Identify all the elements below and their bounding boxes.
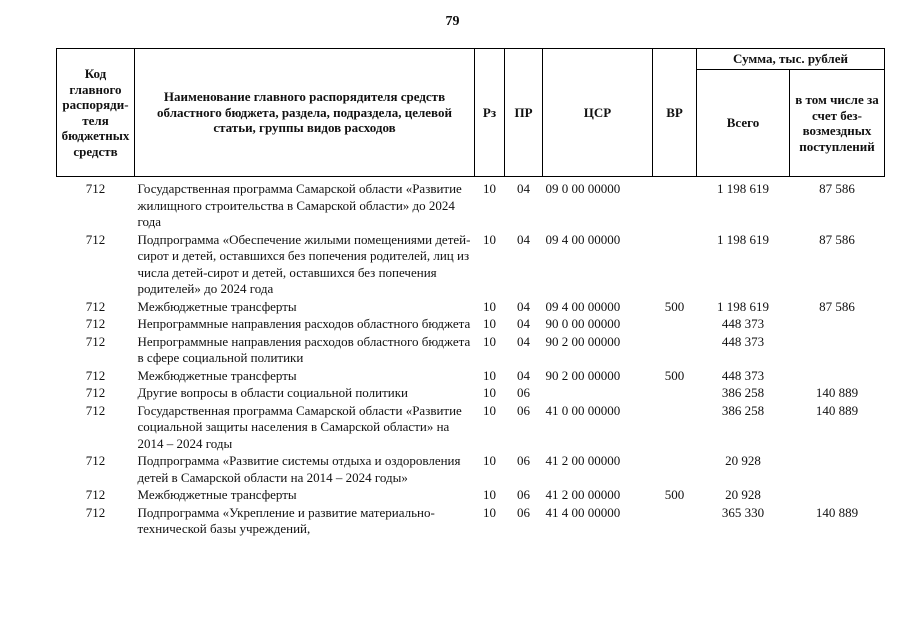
table-row — [57, 367, 885, 385]
row-code: 712 — [85, 316, 106, 331]
row-csr: 09 0 00 00000 — [545, 181, 621, 196]
row-name: Подпрограмма «Укрепление и развитие материально-технической базы учреждений, — [137, 504, 435, 536]
row-free — [790, 367, 885, 385]
row-vr — [653, 180, 697, 231]
page-number: 79 — [445, 14, 460, 29]
row-rz: 10 — [483, 181, 496, 196]
row-pr: 04 — [517, 367, 530, 383]
row-rz: 10 — [483, 504, 496, 520]
row-rz: 10 — [483, 453, 496, 468]
row-total: 448 373 — [721, 333, 765, 349]
header-name: Наименование главного распорядителя средств областного бюджета, раздела, подраздела, целевой статьи, группы видов расходов — [135, 49, 475, 177]
header-incl-free: в том числе за счет безвозмездных поступлений — [790, 70, 885, 177]
table-row — [57, 298, 885, 316]
row-free: 140 889 — [815, 402, 859, 418]
row-name: Другие вопросы в области социальной политики — [137, 385, 408, 400]
row-vr — [653, 333, 697, 367]
row-vr — [653, 452, 697, 486]
row-name: Непрограммные направления расходов областного бюджета — [137, 316, 471, 331]
row-pr: 04 — [517, 316, 530, 331]
budget-table — [56, 48, 885, 538]
row-free: 140 889 — [815, 504, 859, 520]
row-code: 712 — [85, 385, 106, 400]
row-name: Межбюджетные трансферты — [137, 487, 297, 502]
header-rz: Рз — [475, 49, 505, 177]
header-vr: ВР — [653, 49, 697, 177]
table-header — [57, 49, 885, 177]
row-vr: 500 — [664, 487, 685, 502]
row-csr: 09 4 00 00000 — [545, 231, 621, 247]
table-row — [57, 384, 885, 402]
row-name: Межбюджетные трансферты — [137, 367, 297, 383]
row-csr — [543, 384, 653, 402]
row-vr — [653, 384, 697, 402]
row-csr: 90 0 00 00000 — [545, 316, 621, 331]
row-rz: 10 — [483, 367, 496, 383]
row-name: Межбюджетные трансферты — [137, 298, 297, 314]
row-pr: 06 — [517, 402, 530, 418]
table-row — [57, 402, 885, 453]
row-total: 20 928 — [725, 453, 761, 468]
row-csr: 41 2 00 00000 — [545, 453, 621, 468]
row-vr: 500 — [664, 367, 685, 383]
row-total: 1 198 619 — [717, 231, 769, 247]
row-total: 365 330 — [721, 504, 765, 520]
table-row — [57, 231, 885, 298]
row-pr: 06 — [517, 487, 530, 502]
row-csr: 09 4 00 00000 — [545, 298, 621, 314]
row-code: 712 — [85, 487, 106, 502]
row-name: Государственная программа Самарской области «Развитие жилищного строительства в Самарской области» до 2024 года — [137, 181, 462, 229]
table-row — [57, 452, 885, 486]
table-row — [57, 333, 885, 367]
header-pr: ПР — [505, 49, 543, 177]
row-free: 140 889 — [815, 385, 859, 400]
row-pr: 06 — [517, 504, 530, 520]
row-pr: 04 — [517, 333, 530, 349]
row-total: 448 373 — [721, 316, 765, 331]
row-pr: 04 — [517, 231, 530, 247]
row-total: 386 258 — [721, 385, 765, 400]
row-rz: 10 — [483, 402, 496, 418]
row-free — [790, 452, 885, 486]
row-code: 712 — [85, 504, 106, 520]
row-rz: 10 — [483, 231, 496, 247]
row-rz: 10 — [483, 487, 496, 502]
row-free: 87 586 — [819, 181, 855, 196]
row-csr: 90 2 00 00000 — [545, 333, 621, 349]
table-row — [57, 180, 885, 231]
header-code: Код главного распорядителя бюджетных средств — [57, 49, 135, 177]
row-vr — [653, 231, 697, 298]
row-vr — [653, 402, 697, 453]
row-name: Подпрограмма «Обеспечение жилыми помещениями детей-сирот и детей, оставшихся без попечения родителей, лиц из числа детей-сирот и детей, оставшихся без попечения родителей» до 2024 года — [137, 231, 471, 296]
row-code: 712 — [85, 367, 106, 383]
row-code: 712 — [85, 231, 106, 247]
row-free: 87 586 — [819, 231, 855, 247]
row-total: 386 258 — [721, 402, 765, 418]
row-csr: 41 4 00 00000 — [545, 504, 621, 520]
row-name: Государственная программа Самарской области «Развитие социальной защиты населения в Самарской области» на 2014 – 2024 годы — [137, 402, 462, 451]
row-free — [790, 333, 885, 367]
table-row — [57, 486, 885, 504]
table-body — [57, 177, 885, 538]
row-free: 87 586 — [819, 298, 855, 314]
row-code: 712 — [85, 402, 106, 418]
row-rz: 10 — [483, 333, 496, 349]
row-code: 712 — [85, 298, 106, 314]
row-code: 712 — [85, 333, 106, 349]
row-total: 1 198 619 — [717, 181, 769, 196]
row-name: Непрограммные направления расходов областного бюджета в сфере социальной политики — [137, 333, 471, 365]
row-vr — [653, 504, 697, 538]
row-csr: 41 0 00 00000 — [545, 402, 621, 418]
table-row — [57, 315, 885, 333]
header-csr: ЦСР — [543, 49, 653, 177]
row-free — [790, 486, 885, 504]
row-rz: 10 — [483, 385, 496, 400]
row-code: 712 — [85, 453, 106, 468]
row-rz: 10 — [483, 316, 496, 331]
row-total: 1 198 619 — [717, 298, 769, 314]
row-code: 712 — [85, 181, 106, 196]
table-row — [57, 504, 885, 538]
header-sum: Сумма, тыс. рублей — [697, 49, 885, 70]
row-vr: 500 — [664, 298, 685, 314]
row-vr — [653, 315, 697, 333]
row-total: 20 928 — [725, 487, 761, 502]
row-total: 448 373 — [721, 367, 765, 383]
row-free — [790, 315, 885, 333]
row-rz: 10 — [483, 298, 496, 314]
row-pr: 04 — [517, 181, 530, 196]
row-name: Подпрограмма «Развитие системы отдыха и оздоровления детей в Самарской области на 2014 – 2024 годы» — [137, 453, 461, 485]
row-pr: 06 — [517, 385, 530, 400]
row-pr: 04 — [517, 298, 530, 314]
row-pr: 06 — [517, 453, 530, 468]
header-total: Всего — [697, 70, 790, 177]
row-csr: 90 2 00 00000 — [545, 367, 621, 383]
row-csr: 41 2 00 00000 — [545, 487, 621, 502]
